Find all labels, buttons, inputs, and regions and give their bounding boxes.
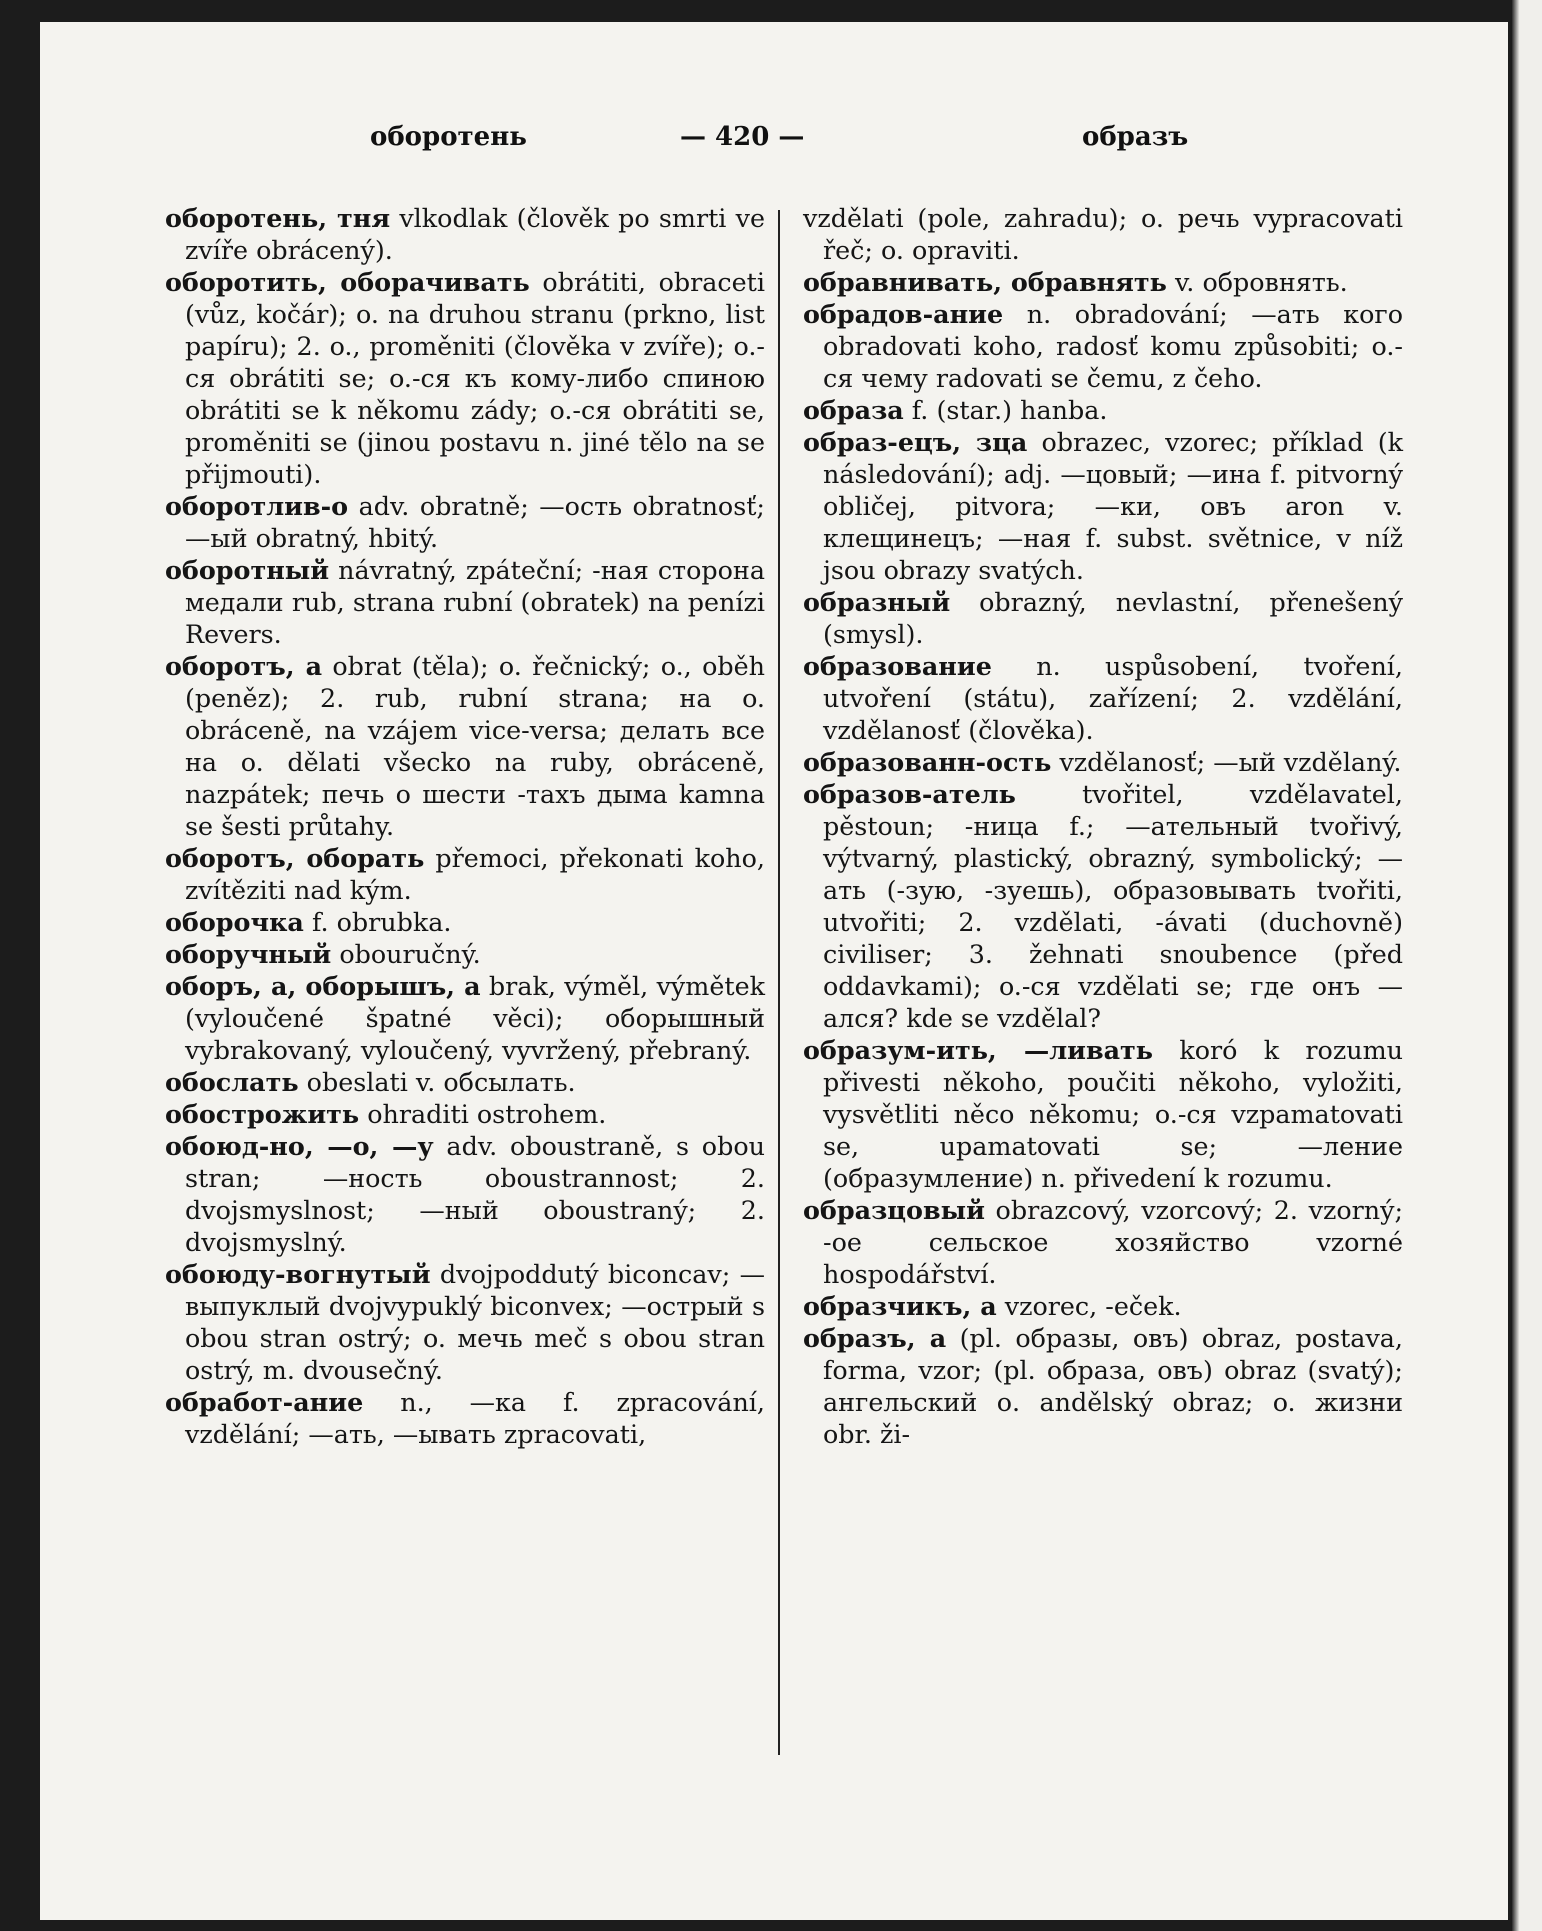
definition: koró k rozumu přivesti někoho, poučiti někoho, vyložiti, vysvětliti něco někomu; o.-ся vzpamatovati se, upamatovati se; —ление (образумление) n. přivedení k rozumu. [823,1035,1403,1193]
definition: obrazec, vzorec; příklad (k následování); adj. —цовый; —ина f. pitvorný obličej, pitvora; —ки, овъ aron v. клещинецъ; —ная f. subst. světnice, v níž jsou obrazy svatých. [823,427,1403,585]
definition: dvojpoddutý biconcav; —выпуклый dvojvypuklý biconvex; —острый s obou stran ostrý; o. мечь meč s obou stran ostrý, m. dvousečný. [185,1259,765,1385]
dictionary-entry [803,778,1403,1034]
dictionary-entry [803,586,1403,650]
definition: ohraditi ostrohem. [359,1099,607,1129]
column-divider [778,210,780,1755]
definition: n., —ка f. zpracování, vzdělání; —ать, —ывать zpracovati, [185,1387,765,1449]
headword: обослать [165,1067,299,1097]
book-spine [1512,0,1542,1931]
definition: obrazcový, vzorcový; 2. vzorný; -ое сельское хозяйство vzorné hospodářství. [823,1195,1403,1289]
definition: přemoci, překonati koho, zvítěziti nad kým. [185,843,765,905]
dictionary-entry [803,202,1403,266]
definition: obouručný. [331,939,481,969]
definition: obrat (těla); o. řečnický; o., oběh (peněz); 2. rub, rubní strana; на o. obráceně, na vzájem vice-versa; делать все на o. dělati všecko na ruby, obráceně, nazpátek; печь о шести -тахъ дыма kamna se šesti průtahy. [185,651,765,841]
definition: adv. obratně; —ость obratnosť; —ый obratný, hbitý. [185,491,765,553]
headword: образ-ецъ, зца [803,427,1028,457]
page-number: — 420 — [680,122,805,152]
headword: оборотъ, оборать [165,843,425,873]
header-right-word: обpазъ [1082,122,1189,152]
headword: образование [803,651,992,681]
dictionary-entry [165,650,765,842]
headword: оборучный [165,939,332,969]
dictionary-entry [803,266,1403,298]
dictionary-entry [165,1066,765,1098]
running-header [40,122,1508,162]
headword: оборотъ, а [165,651,323,681]
dictionary-entry [165,906,765,938]
dictionary-entry [803,394,1403,426]
dictionary-entry [165,938,765,970]
dictionary-entry [165,490,765,554]
headword: образчикъ, а [803,1291,997,1321]
definition: f. (star.) hanba. [903,395,1108,425]
headword: оборотлив-о [165,491,349,521]
headword: образцовый [803,1195,985,1225]
dictionary-entry [165,1386,765,1450]
headword: образъ, а [803,1323,947,1353]
headword: образум-ить, —ливать [803,1035,1154,1065]
headword: оборотный [165,555,330,585]
definition: brak, výměl, výmětek (vyloučené špatné věci); оборышный vybrakovaný, vyloučený, vyvržený, přebraný. [185,971,765,1065]
headword: оборочка [165,907,304,937]
definition: vzorec, -eček. [996,1291,1182,1321]
headword: образа [803,395,904,425]
dictionary-entry [165,266,765,490]
definition: tvořitel, vzdělavatel, pěstoun; -ница f.; —ательный tvořivý, výtvarný, plastický, obrazný, symbolický; —ать (-зую, -зуешь), образовывать tvořiti, utvořiti; 2. vzdělati, -ávati (duchovně) civiliser; 3. žehnati snoubence (před oddavkami); o.-ся vzdělati se; где онъ —ался? kde se vzdělal? [823,779,1403,1033]
dictionary-entry [803,1034,1403,1194]
dictionary-entry [803,1290,1403,1322]
right-column [803,202,1403,1450]
dictionary-entry [803,1322,1403,1450]
dictionary-entry [165,1098,765,1130]
dictionary-entry [803,426,1403,586]
headword: обоюд-но, —о, —у [165,1131,434,1161]
headword: оборъ, а, оборышъ, а [165,971,481,1001]
definition: obeslati v. обсылать. [298,1067,576,1097]
headword: оборотень, тня [165,203,391,233]
headword: обрадов-ание [803,299,1004,329]
headword: образованн-ость [803,747,1052,777]
dictionary-entry [803,650,1403,746]
dictionary-entry [165,554,765,650]
headword: обработ-ание [165,1387,364,1417]
headword: образов-атель [803,779,1016,809]
definition: vzdělati (pole, zahradu); o. речь vypracovati řeč; o. opraviti. [803,203,1403,265]
definition: (pl. образы, овъ) obraz, postava, forma, vzor; (pl. образа, овъ) obraz (svatý); ангельский о. andělský obraz; o. жизни obr. ži- [823,1323,1403,1449]
definition: obrazný, nevlastní, přenešený (smysl). [823,587,1403,649]
dictionary-entry [165,202,765,266]
dictionary-entry [165,842,765,906]
headword: образный [803,587,951,617]
headword: обравнивать, обравнять [803,267,1167,297]
definition: návratný, zpáteční; -ная сторона медали rub, strana rubní (obratek) na penízi Revers. [185,555,765,649]
definition: obrátiti, obraceti (vůz, kočár); o. na druhou stranu (prkno, list papíru); 2. o., proměniti (člověka v zvíře); o.-ся obrátiti se; o.-ся къ кому-либо спиною obrátiti se k někomu zády; o.-ся obrátiti se, proměniti se (jinou postavu n. jiné tělo na se přijmouti). [185,267,765,489]
definition: v. обровнять. [1166,267,1348,297]
definition: adv. oboustraně, s obou stran; —ность oboustrannost; 2. dvojsmyslnost; —ный oboustraný; 2. dvojsmyslný. [185,1131,765,1257]
dictionary-entry [803,1194,1403,1290]
left-column [165,202,765,1450]
headword: обострожить [165,1099,360,1129]
dictionary-entry [803,298,1403,394]
definition: n. obradování; —ать кого obradovati koho, radosť komu způsobiti; o.-ся чему radovati se čemu, z čeho. [823,299,1403,393]
definition: vzdělanosť; —ый vzdělaný. [1051,747,1402,777]
headword: обоюду-вогнутый [165,1259,431,1289]
definition: vlkodlak (člověk po smrti ve zvíře obrácený). [185,203,765,265]
dictionary-entry [165,970,765,1066]
dictionary-entry [803,746,1403,778]
header-left-word: обоpотень [370,122,527,152]
dictionary-entry [165,1258,765,1386]
definition: f. obrubka. [303,907,452,937]
dictionary-entry [165,1130,765,1258]
definition: n. uspůsobení, tvoření, utvoření (státu), zařízení; 2. vzdělání, vzdělanosť (člověka). [823,651,1403,745]
headword: оборотить, оборачивать [165,267,530,297]
